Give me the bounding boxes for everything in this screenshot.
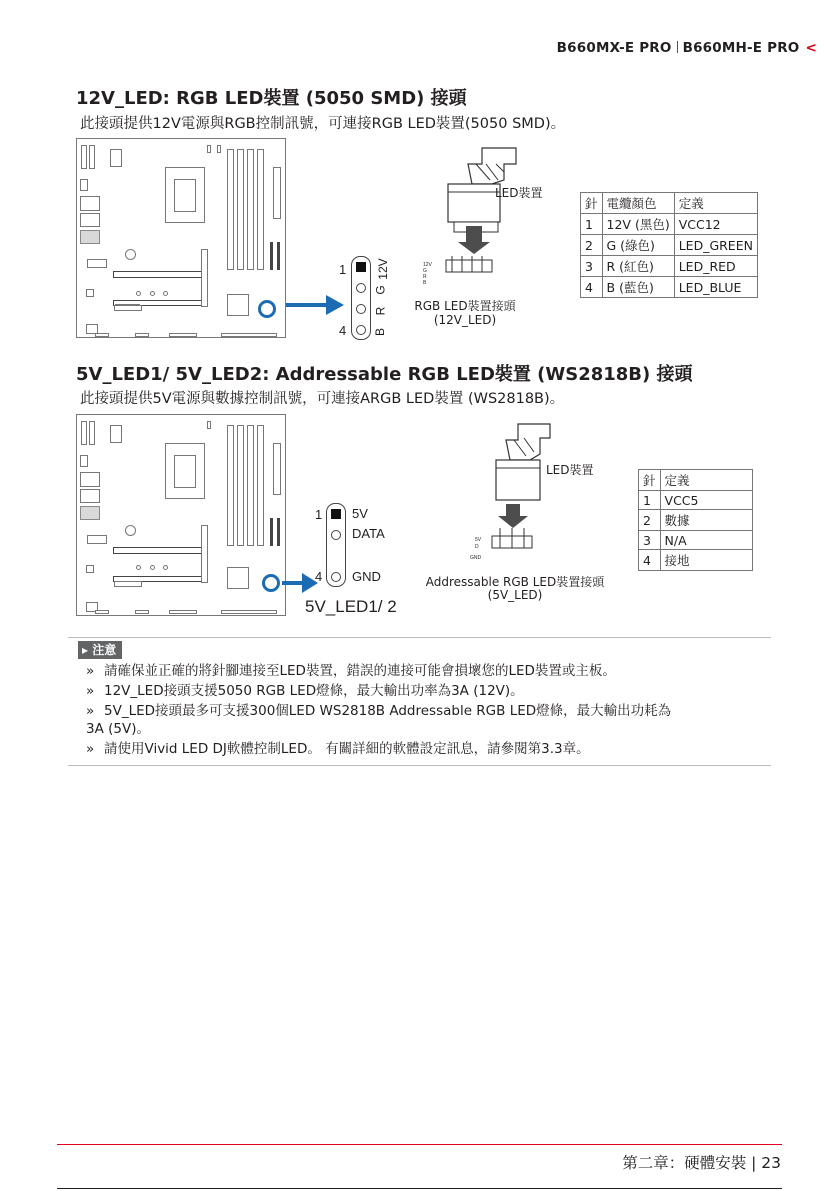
table-cell: R (紅色) — [602, 256, 674, 277]
table-header-cell: 定義 — [660, 470, 752, 491]
table-cell: 接地 — [660, 550, 752, 571]
section1-title: 12V_LED: RGB LED裝置 (5050 SMD) 接頭 — [76, 88, 467, 109]
table-row — [581, 256, 758, 277]
table-cell: VCC12 — [674, 214, 757, 235]
rgb-pin-table — [580, 192, 758, 298]
led-cable-illustration-2 — [470, 416, 580, 566]
table-header-cell: 定義 — [674, 193, 757, 214]
pin-label-5v: 5V — [352, 506, 368, 521]
table-cell: 4 — [639, 550, 661, 571]
footer-black-rule — [57, 1188, 782, 1189]
bullet-icon: » — [86, 663, 95, 679]
pin-label-data: DATA — [352, 526, 385, 541]
note-text: 請確保並正確的將針腳連接至LED裝置，錯誤的連接可能會損壞您的LED裝置或主板。 — [104, 663, 616, 679]
table-row — [639, 550, 753, 571]
table-cell: 數據 — [660, 510, 752, 531]
small-conn-gnd: GND — [470, 555, 482, 561]
note-top-rule — [68, 637, 771, 638]
caption-12v-line1: RGB LED裝置接頭 — [414, 299, 516, 313]
page-header — [557, 40, 817, 56]
table-row — [639, 491, 753, 510]
table-row — [581, 214, 758, 235]
small-conn-5v: 5V — [475, 537, 482, 543]
table-header-cell: 針 — [581, 193, 603, 214]
note-item — [86, 661, 766, 681]
note-text: 5V_LED接頭最多可支援300個LED WS2818B Addressable RGB LED燈條，最大輸出功耗為 — [104, 703, 672, 719]
note-bottom-rule — [68, 765, 771, 766]
bullet-icon: » — [86, 703, 95, 719]
table-row — [581, 235, 758, 256]
table-cell: 2 — [639, 510, 661, 531]
led-cable-illustration-1 — [420, 140, 530, 290]
note-item — [86, 739, 766, 759]
table-cell: LED_RED — [674, 256, 757, 277]
pin-label-r: R — [373, 306, 388, 316]
small-conn-g: G — [423, 268, 427, 274]
model-name-b: B660MH-E PRO — [682, 40, 800, 56]
table-header-cell: 針 — [639, 470, 661, 491]
table-cell: VCC5 — [660, 491, 752, 510]
caption-5v-line1: Addressable RGB LED裝置接頭 — [425, 575, 605, 589]
pin-label-gnd: GND — [352, 569, 381, 584]
table-cell: 12V (黑色) — [602, 214, 674, 235]
table-cell: LED_GREEN — [674, 235, 757, 256]
bullet-icon: » — [86, 741, 95, 757]
pin-number-4: 4 — [315, 569, 323, 584]
motherboard-diagram-2 — [76, 414, 286, 616]
small-conn-b: B — [423, 280, 427, 286]
pin-round-icon — [356, 283, 366, 293]
highlight-ring-12v-led — [258, 300, 276, 318]
footer-red-rule — [57, 1144, 782, 1145]
header-name-5v-led: 5V_LED1/ 2 — [305, 597, 397, 616]
table-header-row — [581, 193, 758, 214]
table-cell: B (藍色) — [602, 277, 674, 298]
section2-title: 5V_LED1/ 5V_LED2: Addressable RGB LED裝置 (WS2818B) 接頭 — [76, 364, 693, 385]
led-device-label-2: LED裝置 — [546, 463, 594, 477]
pin-round-icon — [356, 304, 366, 314]
bullet-icon: » — [86, 683, 95, 699]
model-name-a: B660MX-E PRO — [556, 40, 672, 56]
table-cell: 1 — [639, 491, 661, 510]
small-conn-12v: 12V — [423, 262, 432, 268]
argb-pin-table — [638, 469, 753, 571]
note-text: 請使用Vivid LED DJ軟體控制LED。 有關詳細的軟體設定訊息，請參閱第3.3章。 — [104, 741, 590, 757]
table-cell: LED_BLUE — [674, 277, 757, 298]
pin-round-icon — [331, 530, 341, 540]
table-cell: 3 — [581, 256, 603, 277]
led-device-label-1: LED裝置 — [495, 186, 543, 200]
table-cell: 3 — [639, 531, 661, 550]
caption-5v-line2: (5V_LED) — [487, 588, 543, 602]
table-header-row — [639, 470, 753, 491]
pin-square-icon — [331, 509, 341, 519]
rgb-pin-header — [351, 256, 371, 340]
footer-page-label: 第二章：硬體安裝 | 23 — [622, 1154, 781, 1172]
table-header-cell: 電纜顏色 — [602, 193, 674, 214]
small-conn-d: D — [475, 544, 479, 550]
highlight-ring-5v-led — [262, 574, 280, 592]
section2-description: 此接頭提供5V電源與數據控制訊號，可連接ARGB LED裝置 (WS2818B)。 — [80, 391, 565, 407]
table-row — [581, 277, 758, 298]
note-text: 12V_LED接頭支援5050 RGB LED燈條，最大輸出功率為3A (12V)。 — [104, 683, 524, 699]
pin-number-4: 4 — [339, 323, 347, 338]
argb-pin-header — [326, 503, 346, 587]
small-conn-r: R — [423, 274, 427, 280]
table-cell: 4 — [581, 277, 603, 298]
table-cell: N/A — [660, 531, 752, 550]
note-tag-label: 注意 — [92, 643, 117, 657]
note-item — [86, 701, 766, 721]
caption-12v-line2: (12V_LED) — [433, 313, 497, 327]
note-tag: ▸ 注意 — [78, 641, 122, 659]
back-arrow-icon: < — [805, 40, 817, 56]
table-row — [639, 510, 753, 531]
pin-label-12v: 12V — [376, 258, 390, 280]
table-cell: 2 — [581, 235, 603, 256]
pin-label-b: B — [373, 327, 388, 337]
pointer-arrow-1 — [284, 292, 346, 318]
table-row — [639, 531, 753, 550]
table-cell: 1 — [581, 214, 603, 235]
note-item-continued: 3A (5V)。 — [86, 721, 150, 737]
pin-round-icon — [331, 572, 341, 582]
table-cell: G (綠色) — [602, 235, 674, 256]
pin-round-icon — [356, 325, 366, 335]
note-item — [86, 681, 766, 701]
pointer-arrow-2 — [280, 569, 323, 596]
pin-square-icon — [356, 262, 366, 272]
pin-label-g: G — [373, 285, 388, 295]
section1-description: 此接頭提供12V電源與RGB控制訊號，可連接RGB LED裝置(5050 SMD)。 — [80, 116, 566, 132]
pin-number-1: 1 — [315, 507, 323, 522]
pin-number-1: 1 — [339, 262, 347, 277]
motherboard-diagram-1 — [76, 138, 286, 338]
